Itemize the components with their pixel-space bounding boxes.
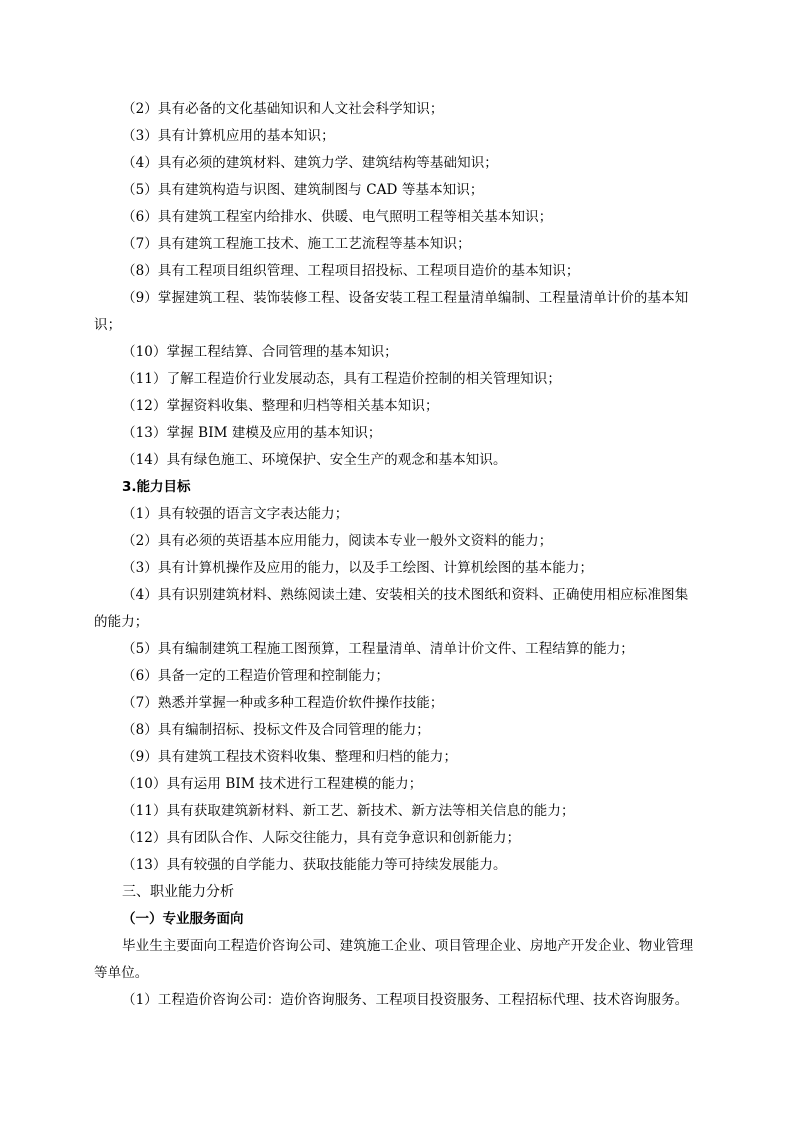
ability-item-5: （5）具有编制建筑工程施工图预算，工程量清单、清单计价文件、工程结算的能力； (122, 641, 634, 657)
knowledge-item-7: （7）具有建筑工程施工技术、施工工艺流程等基本知识； (122, 236, 471, 252)
ability-item-12: （12）具有团队合作、人际交往能力，具有竞争意识和创新能力； (122, 830, 521, 846)
ability-item-9: （9）具有建筑工程技术资料收集、整理和归档的能力； (122, 749, 458, 765)
knowledge-item-13: （13）掌握 BIM 建模及应用的基本知识； (122, 425, 382, 441)
knowledge-item-9-continued: 识； (94, 317, 122, 333)
knowledge-item-9: （9）掌握建筑工程、装饰装修工程、设备安装工程工程量清单编制、工程量清单计价的基本知 (122, 290, 689, 306)
document-page (94, 96, 706, 1014)
knowledge-item-8: （8）具有工程项目组织管理、工程项目招投标、工程项目造价的基本知识； (122, 263, 580, 279)
subsection-title-service: （一）专业服务面向 (122, 911, 244, 927)
knowledge-item-6: （6）具有建筑工程室内给排水、供暖、电气照明工程等相关基本知识； (122, 209, 553, 225)
service-item-1: （1）工程造价咨询公司：造价咨询服务、工程项目投资服务、工程招标代理、技术咨询服务。 (122, 992, 689, 1008)
ability-item-10: （10）具有运用 BIM 技术进行工程建模的能力； (122, 776, 423, 792)
ability-item-1: （1）具有较强的语言文字表达能力； (122, 506, 349, 522)
knowledge-item-3: （3）具有计算机应用的基本知识； (122, 128, 335, 144)
service-paragraph: 毕业生主要面向工程造价咨询公司、建筑施工企业、项目管理企业、房地产开发企业、物业管理等单位。 (94, 938, 694, 981)
ability-item-13: （13）具有较强的自学能力、获取技能能力等可持续发展能力。 (122, 857, 507, 873)
knowledge-item-10: （10）掌握工程结算、合同管理的基本知识； (122, 344, 398, 360)
knowledge-item-14: （14）具有绿色施工、环境保护、安全生产的观念和基本知识。 (122, 452, 507, 468)
knowledge-item-2: （2）具有必备的文化基础知识和人文社会科学知识； (122, 101, 444, 117)
ability-item-11: （11）具有获取建筑新材料、新工艺、新技术、新方法等相关信息的能力； (122, 803, 575, 819)
knowledge-item-12: （12）掌握资料收集、整理和归档等相关基本知识； (122, 398, 439, 414)
ability-item-4: （4）具有识别建筑材料、熟练阅读土建、安装相关的技术图纸和资料、正确使用相应标准图集 (122, 587, 689, 603)
ability-item-4-continued: 的能力； (94, 614, 149, 630)
section-title-career-ability: 三、职业能力分析 (122, 884, 234, 900)
ability-item-7: （7）熟悉并掌握一种或多种工程造价软件操作技能； (122, 695, 444, 711)
ability-heading: 3.能力目标 (122, 479, 191, 495)
ability-item-6: （6）具备一定的工程造价管理和控制能力； (122, 668, 390, 684)
knowledge-item-11: （11）了解工程造价行业发展动态，具有工程造价控制的相关管理知识； (122, 371, 561, 387)
knowledge-item-5: （5）具有建筑构造与识图、建筑制图与 CAD 等基本知识； (122, 182, 484, 198)
ability-item-8: （8）具有编制招标、投标文件及合同管理的能力； (122, 722, 430, 738)
ability-item-3: （3）具有计算机操作及应用的能力，以及手工绘图、计算机绘图的基本能力； (122, 560, 594, 576)
knowledge-item-4: （4）具有必须的建筑材料、建筑力学、建筑结构等基础知识； (122, 155, 498, 171)
ability-item-2: （2）具有必须的英语基本应用能力，阅读本专业一般外文资料的能力； (122, 533, 553, 549)
